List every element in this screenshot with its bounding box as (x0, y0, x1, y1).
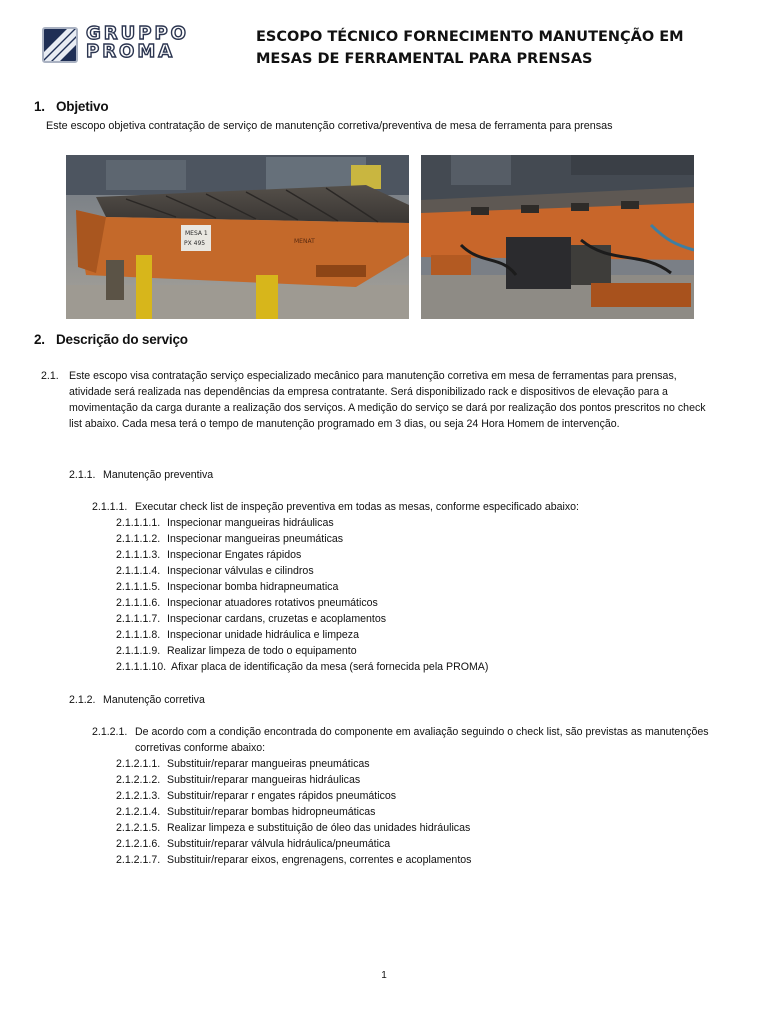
list-item-text: Inspecionar atuadores rotativos pneumáticos (167, 597, 378, 609)
section-2-number: 2. (34, 332, 45, 347)
section-1-heading (34, 99, 108, 114)
list-item (116, 804, 375, 820)
list-item-number: 2.1.1.1.3. (116, 549, 161, 561)
list-item-number: 2.1.2.1.6. (116, 838, 161, 850)
list-item (116, 788, 396, 804)
photo-1-label-line-2: PX 495 (184, 240, 206, 247)
list-item-number: 2.1.2.1.7. (116, 854, 161, 866)
s2111-text: Executar check list de inspeção preventiva em todas as mesas, conforme especificado abaixo: (135, 501, 579, 513)
p21-line-1: Este escopo visa contratação serviço especializado mecânico para manutenção corretiva em mesa de ferramentas para prensas, (69, 370, 677, 382)
list-item-number: 2.1.2.1.5. (116, 822, 161, 834)
list-item (116, 595, 378, 611)
list-item-text: Inspecionar Engates rápidos (167, 549, 302, 561)
list-item-text: Substituir/reparar mangueiras pneumáticas (167, 758, 370, 770)
document-title-line-1: ESCOPO TÉCNICO FORNECIMENTO MANUTENÇÃO EM (256, 29, 684, 45)
list-item (116, 563, 314, 579)
s211-number: 2.1.1. (69, 469, 96, 481)
section-1-number: 1. (34, 99, 45, 114)
list-item (116, 579, 338, 595)
list-item-number: 2.1.1.1.6. (116, 597, 161, 609)
list-item (116, 643, 357, 659)
photo-tooling-table-2 (421, 155, 694, 319)
list-item-number: 2.1.1.1.2. (116, 533, 161, 545)
document-title-line-2: MESAS DE FERRAMENTAL PARA PRENSAS (256, 51, 593, 67)
list-item-text: Inspecionar mangueiras pneumáticas (167, 533, 344, 545)
photo-tooling-table-1 (66, 155, 409, 319)
list-item-number: 2.1.1.1.10. (116, 661, 167, 673)
s2121-number: 2.1.2.1. (92, 726, 128, 738)
logo-emblem-icon (42, 27, 78, 63)
list-item (116, 547, 301, 563)
document-title (256, 26, 736, 70)
list-item-text: Substituir/reparar bombas hidropneumáticas (167, 806, 376, 818)
list-item-text: Inspecionar unidade hidráulica e limpeza (167, 629, 359, 641)
list-item-text: Substituir/reparar mangueiras hidráulicas (167, 774, 361, 786)
list-item (116, 820, 470, 836)
company-logo (42, 23, 208, 67)
photo-2-graphic (421, 155, 694, 319)
photo-1-side-marking: MENAT (294, 238, 315, 245)
list-item-number: 2.1.2.1.1. (116, 758, 161, 770)
list-item-text: Inspecionar bomba hidrapneumatica (167, 581, 339, 593)
s2121-text-1: De acordo com a condição encontrada do componente em avaliação seguindo o check list, são previstas as manutenções (135, 726, 709, 738)
list-item-text: Realizar limpeza de todo o equipamento (167, 645, 357, 657)
p21-line-4: list abaixo. Cada mesa terá o tempo de manutenção programado em 3 dias, ou seja 24 Hora Homem de intervenção. (69, 418, 620, 430)
p21-line-2: atividade será realizada nas dependências da empresa contratante. Será disponibilizado rack e dispositivos de elevação para a (69, 386, 668, 398)
list-item (116, 611, 386, 627)
s2121-text-2: corretivas conforme abaixo: (135, 742, 266, 754)
section-1-title: Objetivo (56, 99, 109, 114)
list-item-number: 2.1.2.1.2. (116, 774, 161, 786)
s2111-number: 2.1.1.1. (92, 501, 128, 513)
list-item-text: Realizar limpeza e substituição de óleo das unidades hidráulicas (167, 822, 471, 834)
list-item-number: 2.1.2.1.4. (116, 806, 161, 818)
list-item-number: 2.1.1.1.8. (116, 629, 161, 641)
section-2-title: Descrição do serviço (56, 332, 188, 347)
s211-heading (69, 467, 213, 483)
list-item-text: Inspecionar mangueiras hidráulicas (167, 517, 334, 529)
list-item-number: 2.1.1.1.5. (116, 581, 161, 593)
s212-title: Manutenção corretiva (103, 694, 205, 706)
s212-number: 2.1.2. (69, 694, 96, 706)
s2111-line (92, 499, 579, 515)
section-2-heading (34, 332, 188, 347)
s212-heading (69, 692, 205, 708)
p21-number: 2.1. (41, 370, 59, 382)
list-item (116, 836, 390, 852)
photo-1-label-line-1: MESA 1 (185, 230, 208, 237)
list-item (116, 756, 370, 772)
list-item-number: 2.1.2.1.3. (116, 790, 161, 802)
logo-line-1: GRUPPO (86, 23, 189, 44)
s211-title: Manutenção preventiva (103, 469, 214, 481)
list-item-number: 2.1.1.1.7. (116, 613, 161, 625)
list-item (116, 627, 359, 643)
list-item-text: Afixar placa de identificação da mesa (será fornecida pela PROMA) (171, 661, 489, 673)
list-item-number: 2.1.1.1.1. (116, 517, 161, 529)
list-item-text: Substituir/reparar válvula hidráulica/pneumática (167, 838, 391, 850)
list-item-text: Substituir/reparar eixos, engrenagens, correntes e acoplamentos (167, 854, 472, 866)
logo-line-2: PROMA (86, 41, 176, 62)
logo-text (86, 25, 189, 61)
list-item (116, 852, 471, 868)
list-item (116, 531, 343, 547)
p21-paragraph (69, 368, 729, 432)
p21-line-3: movimentação da carga durante a realização dos serviços. A medição do serviço se dará por realização dos pontos prescritos no check (69, 402, 706, 414)
page-number: 1 (381, 970, 387, 981)
section-1-text: Este escopo objetiva contratação de serviço de manutenção corretiva/preventiva de mesa de ferramenta para prensas (46, 120, 613, 132)
s2121-line-1 (92, 724, 709, 740)
list-item-text: Inspecionar cardans, cruzetas e acoplamentos (167, 613, 387, 625)
list-item (116, 772, 360, 788)
list-item (116, 659, 488, 675)
list-item (116, 515, 334, 531)
list-item-text: Inspecionar válvulas e cilindros (167, 565, 314, 577)
list-item-number: 2.1.1.1.4. (116, 565, 161, 577)
photo-1-graphic (66, 155, 409, 319)
list-item-text: Substituir/reparar r engates rápidos pneumáticos (167, 790, 397, 802)
list-item-number: 2.1.1.1.9. (116, 645, 161, 657)
